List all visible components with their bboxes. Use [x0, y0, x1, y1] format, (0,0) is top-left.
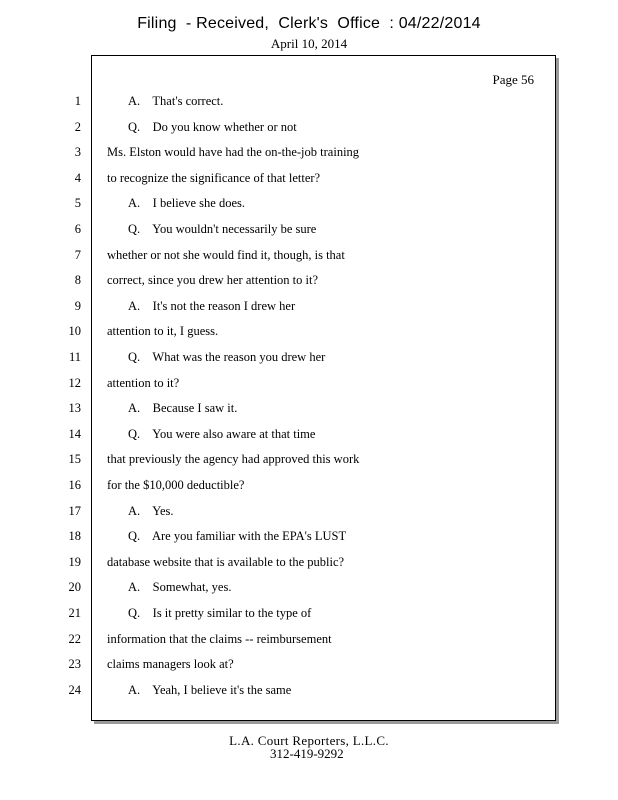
line-text: Q. What was the reason you drew her — [128, 350, 326, 364]
transcript-line — [0, 171, 618, 191]
line-number: 16 — [68, 478, 81, 492]
line-text: A. Somewhat, yes. — [128, 580, 232, 595]
line-text: correct, since you drew her attention to it? — [107, 273, 319, 288]
line-number: 22 — [68, 631, 81, 646]
line-text: A. I believe she does. — [128, 196, 245, 211]
transcript-line — [0, 427, 618, 447]
line-number: 11 — [68, 350, 81, 364]
transcript-line — [0, 529, 618, 549]
line-number: 3 — [74, 145, 81, 160]
transcript-line — [0, 504, 618, 524]
line-text: Q. You were also aware at that time — [128, 426, 316, 441]
line-number: 19 — [68, 554, 81, 569]
transcript-line — [0, 683, 618, 703]
line-text: for the $10,000 deductible? — [107, 478, 245, 492]
line-text: Ms. Elston would have had the on-the-job training — [107, 145, 360, 160]
line-number: 23 — [68, 657, 81, 672]
line-text: Q. Are you familiar with the EPA's LUST — [128, 529, 347, 544]
line-text: A. That's correct. — [128, 94, 224, 108]
line-number: 12 — [68, 375, 81, 390]
transcript-line — [0, 248, 618, 268]
transcript-line — [0, 401, 618, 421]
line-text: attention to it? — [107, 375, 180, 390]
line-text: information that the claims -- reimbursement — [107, 631, 332, 646]
transcript-date: April 10, 2014 — [270, 36, 348, 51]
page-number: Page 56 — [492, 72, 534, 87]
line-number: 1 — [74, 94, 81, 108]
transcript-line — [0, 580, 618, 600]
transcript-line — [0, 452, 618, 472]
line-number: 2 — [74, 119, 81, 134]
line-text: A. Because I saw it. — [128, 401, 238, 416]
footer-company: L.A. Court Reporters, L.L.C. — [229, 733, 389, 748]
transcript-line — [0, 273, 618, 293]
transcript-line — [0, 94, 618, 114]
line-number: 8 — [74, 273, 81, 288]
transcript-line — [0, 324, 618, 344]
line-number: 7 — [74, 247, 81, 262]
line-number: 4 — [74, 170, 81, 185]
line-text: database website that is available to the public? — [107, 554, 345, 569]
line-text: A. Yeah, I believe it's the same — [128, 682, 292, 697]
line-text: A. Yes. — [128, 503, 174, 518]
line-text: whether or not she would find it, though, is that — [107, 247, 345, 262]
transcript-line — [0, 555, 618, 575]
transcript-line — [0, 657, 618, 677]
line-text: Q. Is it pretty similar to the type of — [128, 606, 312, 620]
transcript-line — [0, 350, 618, 370]
transcript-line — [0, 376, 618, 396]
line-text: A. It's not the reason I drew her — [128, 298, 296, 313]
line-number: 20 — [68, 580, 81, 595]
line-number: 14 — [68, 426, 81, 441]
line-number: 24 — [68, 682, 81, 697]
transcript-line — [0, 120, 618, 140]
footer-phone: 312-419-9292 — [270, 746, 344, 761]
line-text: claims managers look at? — [107, 657, 234, 672]
line-number: 10 — [68, 324, 81, 339]
line-number: 13 — [68, 401, 81, 416]
line-number: 17 — [68, 503, 81, 518]
transcript-line — [0, 196, 618, 216]
transcript-line — [0, 222, 618, 242]
transcript-line — [0, 145, 618, 165]
line-number: 21 — [68, 606, 81, 620]
line-number: 5 — [74, 196, 81, 211]
line-number: 9 — [74, 298, 81, 313]
filing-stamp: Filing - Received, Clerk's Office : 04/22/2014 — [137, 15, 481, 32]
line-number: 6 — [74, 222, 81, 236]
transcript-line — [0, 478, 618, 498]
transcript-line — [0, 632, 618, 652]
transcript-line — [0, 299, 618, 319]
line-text: that previously the agency had approved this work — [107, 452, 360, 467]
line-number: 18 — [68, 529, 81, 544]
line-text: Q. Do you know whether or not — [128, 119, 297, 134]
line-text: Q. You wouldn't necessarily be sure — [128, 222, 317, 236]
line-number: 15 — [68, 452, 81, 467]
transcript-line — [0, 606, 618, 626]
line-text: attention to it, I guess. — [107, 324, 219, 339]
line-text: to recognize the significance of that letter? — [107, 170, 321, 185]
